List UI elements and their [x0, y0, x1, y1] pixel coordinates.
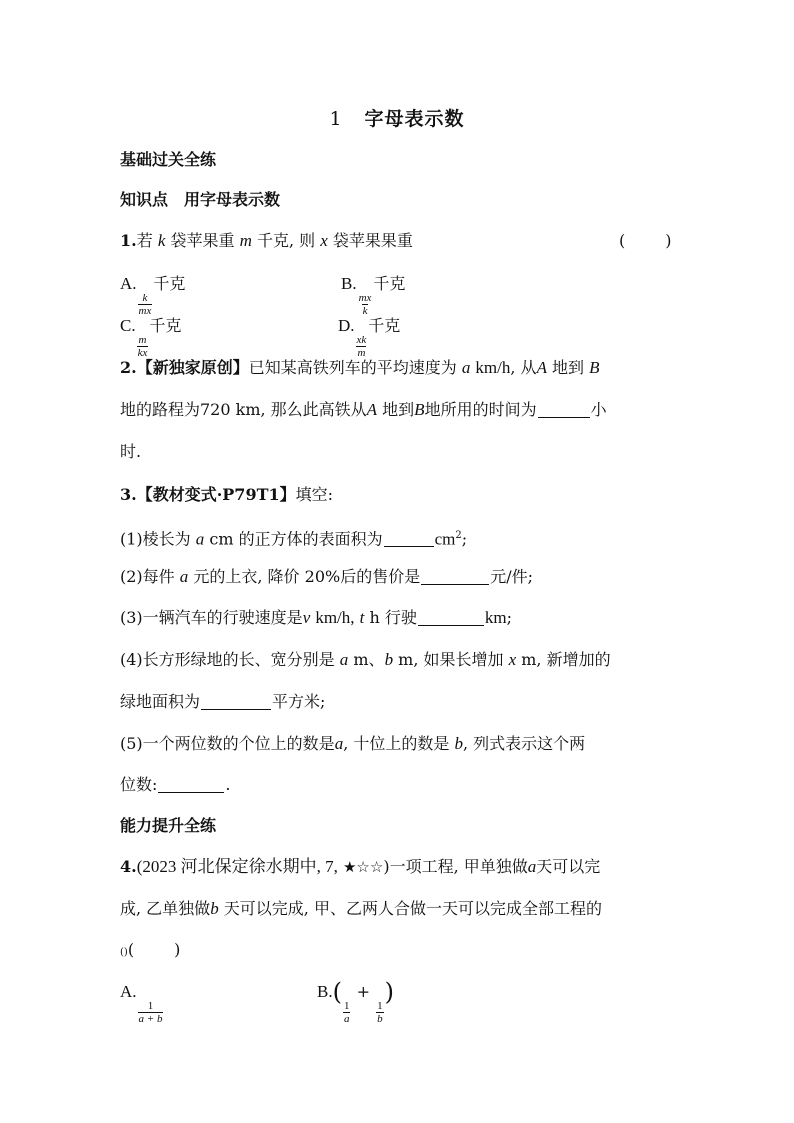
q1-text: 袋苹果重 — [170, 231, 235, 250]
item-label: (1) — [120, 529, 143, 549]
paren-open: ( — [619, 231, 626, 250]
question-number: 1. — [120, 231, 137, 250]
q3-item-1 — [120, 522, 467, 550]
item-text: 长方形绿地的长、宽分别是 — [142, 650, 335, 669]
item-text: 绿地面积为 — [120, 692, 201, 711]
q1-text: 袋苹果果重 — [332, 231, 413, 250]
denominator: m — [357, 347, 366, 359]
item-text: 位数: — [120, 775, 158, 794]
answer-blank[interactable] — [158, 774, 224, 793]
q2-text: 地的路程为720 km, 那么此高铁从 — [120, 400, 367, 419]
q2-text: 地到 — [382, 400, 415, 419]
item-label: (3) — [120, 608, 143, 627]
var-B: B — [414, 400, 425, 419]
var-A: A — [366, 400, 378, 419]
unit: 元/件 — [490, 567, 528, 586]
option-label: B. — [317, 982, 333, 1001]
item-label: (4) — [120, 650, 143, 669]
item-text: 棱长为 — [142, 529, 191, 549]
var-B: B — [589, 358, 600, 377]
unit: cm — [434, 529, 456, 549]
q3-item-5 — [120, 730, 585, 758]
var-a: a — [461, 358, 471, 377]
answer-blank[interactable] — [538, 399, 590, 418]
var-t: t — [359, 608, 365, 627]
q3-lead: 填空: — [295, 485, 334, 504]
q4-text: 一项工程, 甲单独做 — [389, 857, 528, 876]
var-a: a — [179, 567, 189, 586]
option-label: C. — [120, 316, 136, 335]
var-A: A — [536, 358, 547, 377]
denominator: k — [362, 305, 368, 317]
exponent: 2 — [455, 530, 462, 541]
plus-sign: + — [356, 982, 370, 1001]
item-text: 元的上衣, 降价 20%后的售价是 — [193, 567, 421, 586]
var-k: k — [157, 231, 166, 250]
item-text: cm 的正方体的表面积为 — [209, 529, 383, 549]
q2-text: 地所用的时间为 — [424, 400, 537, 419]
q1-text: 千克, 则 — [256, 231, 316, 250]
var-x: x — [320, 231, 328, 250]
question-source: ) — [383, 857, 390, 876]
item-text: m, 新增加的 — [521, 650, 611, 669]
question-source: (2023 河北保定徐水期中, 7, — [136, 857, 338, 876]
unit: 千克 — [149, 316, 182, 335]
answer-blank[interactable] — [418, 607, 484, 626]
section-basic: 基础过关全练 — [120, 150, 217, 169]
numerator: k — [142, 292, 148, 304]
item-text: h 行驶 — [369, 608, 417, 627]
item-label: (5) — [120, 734, 143, 753]
q4-text: 天可以完成, 甲、乙两人合做一天可以完成全部工程的 — [223, 899, 602, 918]
q2-text: , 从 — [510, 358, 537, 377]
item-text: m、 — [353, 650, 385, 669]
title-text: 字母表示数 — [364, 108, 465, 130]
item-text: m, 如果长增加 — [398, 650, 504, 669]
item-text: 一个两位数的个位上的数是 — [142, 734, 335, 753]
answer-parentheses — [619, 227, 672, 255]
question-4-line-3 — [120, 936, 180, 964]
question-number: 4. — [120, 857, 137, 876]
numerator: mx — [358, 292, 372, 304]
title-number: 1 — [329, 108, 343, 130]
var-b: b — [210, 899, 219, 918]
q3-item-4 — [120, 646, 611, 674]
item-text: . — [225, 775, 231, 794]
item-text: ; — [461, 529, 468, 549]
fraction — [343, 1000, 351, 1025]
difficulty-stars: ★☆☆ — [342, 858, 384, 876]
item-text: 平方米; — [272, 692, 326, 711]
option-label: B. — [341, 274, 357, 293]
q4-text: 天可以完 — [536, 857, 601, 876]
numerator: m — [138, 334, 147, 346]
var-x: x — [508, 650, 517, 669]
q3-item-5-line-2 — [120, 771, 231, 799]
answer-blank[interactable] — [421, 566, 489, 585]
paren-close: ) — [665, 231, 672, 250]
item-text: 每件 — [142, 567, 175, 586]
item-label: (2) — [120, 567, 143, 586]
q2-text: 地到 — [552, 358, 585, 377]
option-label: D. — [338, 316, 355, 335]
denominator: kx — [137, 347, 148, 359]
q4-text: () — [120, 947, 128, 958]
q1-option-b — [341, 270, 406, 317]
denominator: mx — [138, 305, 152, 317]
numerator: 1 — [377, 1000, 383, 1012]
var-m: m — [239, 231, 252, 250]
page-title — [0, 104, 794, 131]
denominator: b — [377, 1013, 383, 1025]
option-label: A. — [120, 982, 137, 1001]
item-text: ; — [527, 567, 533, 586]
q1-option-c — [120, 312, 182, 359]
question-2-line-3: 时. — [120, 442, 142, 461]
denominator: a + b — [138, 1013, 163, 1025]
unit: km/h — [475, 358, 511, 377]
paren-close: ) — [174, 940, 181, 959]
question-4-line-2 — [120, 895, 602, 923]
question-4-line-1 — [120, 853, 600, 881]
fraction — [376, 1000, 384, 1025]
item-text: ; — [506, 608, 512, 627]
q1-option-a — [120, 270, 186, 317]
q2-text: 小 — [590, 400, 607, 419]
var-b: b — [454, 734, 463, 753]
item-text: , 列式表示这个两 — [462, 734, 586, 753]
answer-blank[interactable] — [384, 528, 434, 547]
item-text: , 十位上的数是 — [343, 734, 450, 753]
q3-item-2 — [120, 563, 533, 591]
paren-open: ( — [127, 940, 135, 959]
option-label: A. — [120, 274, 137, 293]
var-b: b — [384, 650, 394, 669]
question-number: 3. — [120, 485, 137, 504]
numerator: 1 — [343, 1000, 350, 1012]
var-a: a — [339, 650, 349, 669]
unit: 千克 — [373, 274, 406, 293]
q4-text: 成, 乙单独做 — [120, 899, 211, 918]
q1-option-d — [338, 312, 401, 359]
var-a: a — [527, 857, 537, 876]
q1-text: 若 — [136, 231, 153, 250]
q4-option-b: B.( $\frac{1}{a}$ + $\frac{1}{b}$ ) — [317, 978, 394, 1025]
question-tag: 【新独家原创】 — [136, 358, 249, 377]
question-1 — [120, 227, 413, 255]
unit: 千克 — [153, 274, 186, 293]
q2-text: 已知某高铁列车的平均速度为 — [248, 358, 457, 377]
unit: 千克 — [368, 316, 401, 335]
var-a: a — [334, 734, 344, 753]
q3-item-3 — [120, 604, 512, 632]
var-v: v — [302, 608, 311, 627]
section-ability: 能力提升全练 — [120, 816, 217, 835]
q3-item-4-line-2 — [120, 688, 325, 716]
question-2-line-2 — [120, 396, 607, 424]
var-a: a — [195, 529, 205, 549]
section-knowledge-point: 知识点 用字母表示数 — [120, 190, 281, 209]
denominator: a — [343, 1013, 350, 1025]
q4-option-a — [120, 978, 164, 1025]
unit: km/h, — [315, 608, 355, 627]
numerator: 1 — [147, 1000, 154, 1012]
unit: km — [484, 608, 507, 627]
question-tag: 【教材变式·P79T1】 — [136, 485, 296, 504]
numerator: xk — [356, 334, 367, 346]
question-number: 2. — [120, 358, 137, 377]
question-3 — [120, 481, 333, 509]
fraction — [138, 1000, 164, 1025]
answer-blank[interactable] — [201, 691, 271, 710]
item-text: 一辆汽车的行驶速度是 — [142, 608, 303, 627]
question-2-line-1 — [120, 354, 600, 382]
